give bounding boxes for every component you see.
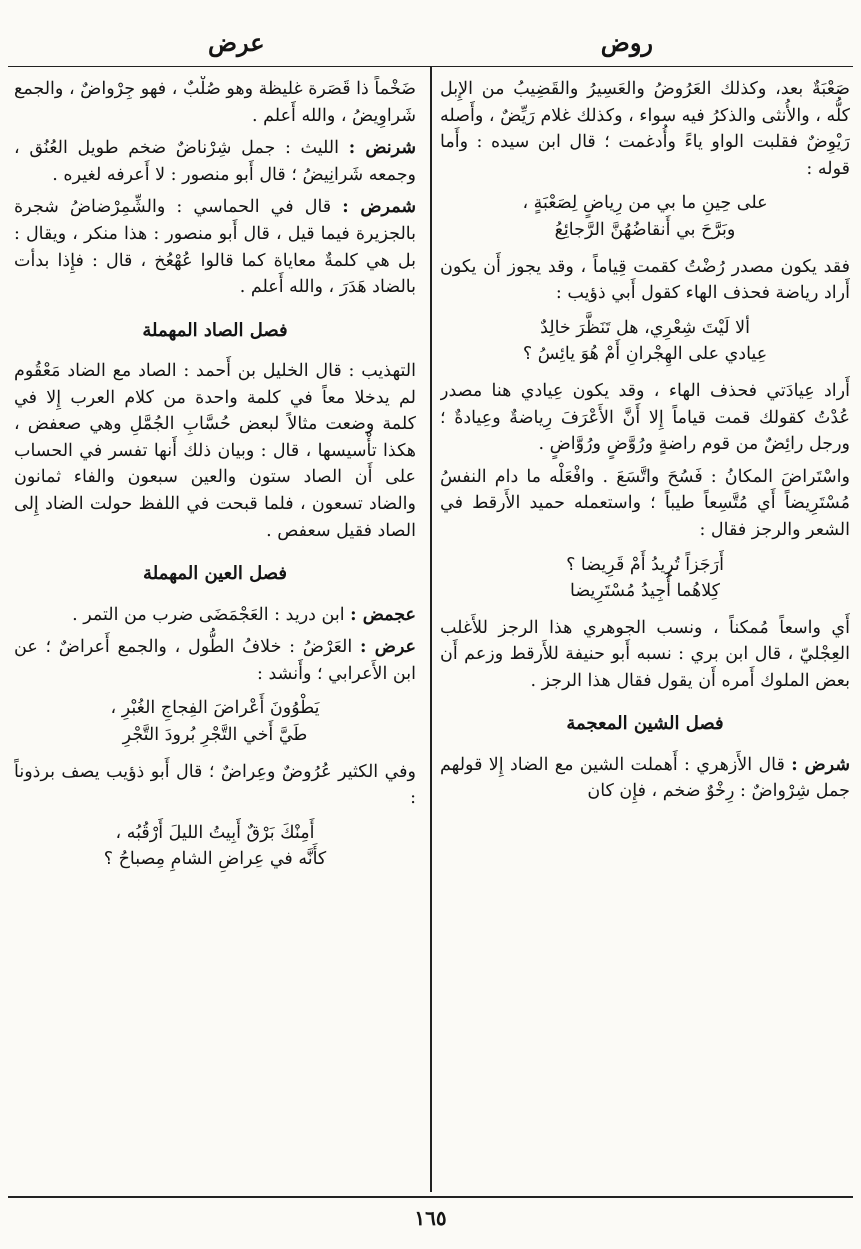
section-title: فصل الشين المعجمة [566,713,724,735]
verse-block [14,820,416,873]
section-title: فصل الصاد المهملة [142,319,288,341]
entry-text: قال الأَزهري : أَهملت الشين مع الضاد إِلا قولهم جمل شِرْواضٌ : رِخْوٌ ضخم ، فإِن كان [440,754,850,802]
paragraph: أَي واسعاً مُمكناً ، ونسب الجوهري هذا الرجز للأَغلب العِجْليّ ، قال ابن بري : نسبه أَبو حنيفة للأَرقط وزعم أَن بعض الملوك أَمره أَن يقول فقال هذا الرجز . [440,617,850,691]
verse-line: كأَنَّه في عِراضِ الشامِ مِصباحُ ؟ [103,849,327,870]
verse-line: وبَرَّحَ بي أَنقاضُهُنَّ الرَّجائِعُ [554,219,736,240]
dictionary-entry [14,602,416,629]
dictionary-entry [14,194,416,300]
paragraph: فقد يكون مصدر رُضْتُ كقمت قِياماً ، وقد يجوز أَن يكون أَراد رياضة فحذف الهاء كقول أَبي ذؤيب : [440,256,850,304]
verse-line: أَرَجَزاً تُرِيدُ أَمْ قَرِيضا ؟ [566,554,724,575]
verse-line: أَمِنْكَ بَرْقٌ أَبِيتُ الليلَ أَرْقُبُه ، [115,822,315,843]
verse-line: يَطْوُونَ أَعْراضَ الفِجاجِ الغُبْرِ ، [110,698,320,719]
footer-rule [8,1196,853,1198]
verse-block [440,315,850,368]
paragraph: التهذيب : قال الخليل بن أَحمد : الصاد مع الضاد مَعْقُوم لم يدخلا معاً في كلمة واحدة من كلام العرب إِلا في كلمة وضعت مثالاً لبعض حُسَّابِ الجُمَّلِ وهي صعفض ، هكذا تأْسيسها ، قال : وبيان ذلك أَنها تفسر في الحساب على أَن الصاد ستون والعين سبعون والفاء ثمانون والضاد تسعون ، فلما قبحت في اللفظ حولت الضاد إِلى الصاد فقيل سعفص . [14,361,416,541]
column-divider [430,66,432,1192]
page-header [8,18,853,67]
paragraph: أَراد عِيادَتي فحذف الهاء ، وقد يكون عِيادي هنا مصدر عُدْتُ كقولك قمت قياماً إِلا أَنَّ الأَعْرَفَ رِياضةٌ وعِيادةٌ ؛ ورجل رائِضٌ من قوم راضةٍ ورُوَّضٍ ورُوَّاضٍ . [440,380,850,455]
dictionary-entry [14,634,416,687]
verse-block [440,552,850,605]
entry-text: العَرْضُ : خلافُ الطُّول ، والجمع أَعراضٌ ؛ عن ابن الأَعرابي ؛ وأَنشد : [14,637,416,684]
entry-text: ابن دريد : العَجْمَضَى ضرب من التمر . [72,604,345,625]
entry-headword: شمرض : [342,197,416,218]
dictionary-entry [14,135,416,188]
verse-line: كِلاهُما أُجِيدُ مُسْتَرِيضا [569,581,721,602]
dictionary-entry [440,752,850,805]
paragraph: ضَخْماً ذا قَصَرة غليظة وهو صُلْبٌ ، فهو جِرْواضٌ ، والجمع شَراوِيضُ ، والله أَعلم . [14,79,416,126]
left-column [14,76,416,1188]
verse-line: طَيَّ أَخي التَّجْرِ بُرودَ التَّجْرِ [122,725,308,745]
paragraph: صَعْبَةٌ بعد، وكذلك العَرُوضُ والعَسِيرُ والقَضِيبُ من الإِبل كلُّه ، والأُنثى والذكرُ فيه سواء ، وكذلك غلام رَيِّضٌ ، وأَصله رَيْوِضٌ فقلبت الواو ياءً وأُدغمت ؛ قال ابن سيده : وأَما قوله : [440,79,850,179]
verse-line: على حِينِ ما بي من رِياضٍ لِصَعْبَةٍ ، [522,193,768,214]
entry-text: قال في الحماسي : والشِّمِرْضاضُ شجرة بالجزيرة فيما قيل ، قال أَبو منصور : هذا منكر ، ويقال : بل هي كلمةٌ معاياة كما قالوا عُهْعُخ ، قال : فإِذا بدأت بالضاد هَدَرَ ، والله أَعلم . [14,197,416,298]
verse-line: عِيادي على الهِجْرانِ أَمْ هُوَ يائِسُ ؟ [522,344,768,365]
running-head-right: روض [600,28,653,57]
entry-headword: شرنض : [348,138,416,159]
right-column [440,76,850,1188]
paragraph: واسْتَراضَ المكانُ : فَسُحَ واتَّسَعَ . وافْعَلْه ما دام النفسُ مُسْتَرِيضاً أَي مُتَّسِعاً طيباً ؛ واستعمله حميد الأَرقط في الشعر والرجز فقال : [440,466,850,540]
entry-text: الليث : جمل شِرْناضٌ ضخم طويل العُنُق ، وجمعه شَرانِيضُ ؛ قال أَبو منصور : لا أَعرفه لغيره . [14,138,416,185]
page-number: ١٦٥ [414,1206,447,1230]
verse-block [440,190,850,243]
entry-headword: شرض : [791,754,850,775]
verse-line: ألا لَيْتَ شِعْرِي، هل تَنَظَّرَ خالِدٌ [540,317,750,338]
section-title: فصل العين المهملة [143,563,287,585]
verse-block [14,695,416,748]
entry-headword: عرض : [360,637,416,658]
paragraph: وفي الكثير عُرُوضٌ وعِراضٌ ؛ قال أَبو ذؤيب يصف برذوناً : [14,761,416,809]
entry-headword: عجمض : [350,604,416,625]
running-head-left: عرض [208,28,265,57]
